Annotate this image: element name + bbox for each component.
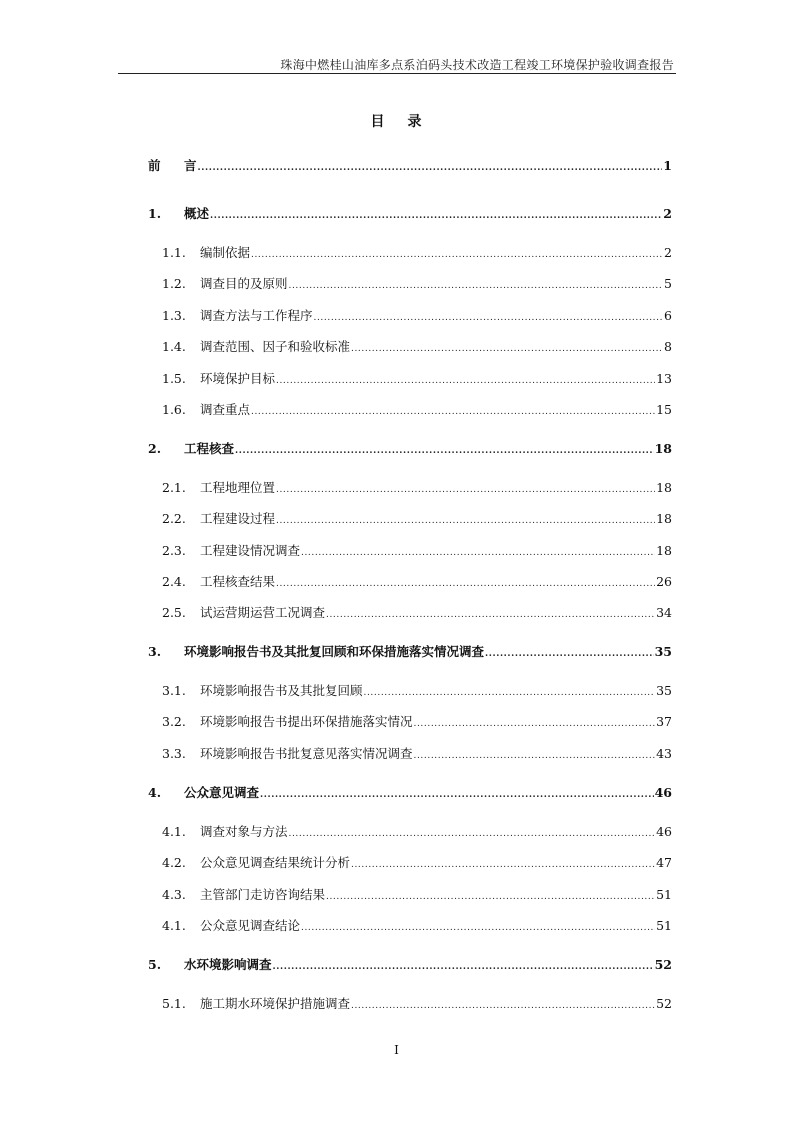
toc-entry-number: 5.: [148, 957, 162, 972]
toc-entry-number: 3.: [148, 644, 162, 659]
toc-entry-title: 调查对象与方法: [200, 824, 288, 839]
toc-entry-title: 言: [184, 158, 197, 173]
toc-leader-dots: [414, 747, 656, 765]
toc-leader-dots: [276, 481, 655, 499]
toc-leader-dots: [210, 207, 662, 225]
toc-entry-page: 1: [663, 158, 672, 173]
toc-entry-title: 施工期水环境保护措施调查: [200, 996, 351, 1011]
page-number: I: [394, 1043, 399, 1057]
toc-entry-title: 工程地理位置: [200, 480, 276, 495]
toc-entry-title: 调查重点: [200, 402, 251, 417]
toc-entry-title: 工程建设情况调查: [200, 543, 301, 558]
toc-entry-page: 5: [664, 276, 672, 291]
toc-entry-section[interactable]: [162, 542, 672, 560]
toc-entry-title: 工程核查: [184, 441, 235, 456]
toc-entry-section[interactable]: [162, 823, 672, 841]
toc-entry-page: 6: [664, 308, 672, 323]
toc-entry-number: 3.2.: [162, 714, 186, 729]
toc-title-left: 目: [370, 114, 386, 130]
toc-entry-title: 环境影响报告书及其批复回顾: [200, 683, 363, 698]
toc-entry-number: 4.: [148, 785, 162, 800]
toc-leader-dots: [289, 277, 664, 295]
toc-entry-title: 调查范围、因子和验收标准: [200, 339, 351, 354]
toc-entry-chapter[interactable]: [148, 643, 672, 661]
toc-entry-number: 3.1.: [162, 683, 186, 698]
toc-leader-dots: [301, 544, 655, 562]
toc-entry-page: 43: [656, 746, 672, 761]
toc-entry-title: 环境影响报告书批复意见落实情况调查: [200, 746, 413, 761]
toc-entry-title: 公众意见调查结论: [200, 918, 301, 933]
toc-entry-number: 3.3.: [162, 746, 186, 761]
toc-entry-section[interactable]: [162, 338, 672, 356]
toc-leader-dots: [351, 997, 655, 1015]
toc-entry-page: 18: [656, 543, 672, 558]
toc-entry-page: 18: [656, 511, 672, 526]
toc-entry-number: 5.1.: [162, 996, 186, 1011]
toc-entry-number: 1.: [148, 206, 162, 221]
toc-entry-number: 1.1.: [162, 245, 186, 260]
toc-entry-section[interactable]: [162, 307, 672, 325]
toc-entry-page: 13: [656, 371, 672, 386]
toc-entry-title: 主管部门走访咨询结果: [200, 887, 326, 902]
toc-entry-page: 35: [654, 644, 672, 659]
toc-entry-number: 前: [148, 158, 161, 173]
toc-entry-page: 46: [656, 824, 672, 839]
toc-entry-title: 编制依据: [200, 245, 251, 260]
toc-entry-number: 2.2.: [162, 511, 186, 526]
toc-entry-page: 51: [656, 918, 672, 933]
toc-entry-page: 34: [656, 605, 672, 620]
toc-entry-number: 2.3.: [162, 543, 186, 558]
toc-entry-page: 37: [656, 714, 672, 729]
toc-entry-title: 公众意见调查结果统计分析: [200, 855, 351, 870]
toc-entry-section[interactable]: [162, 854, 672, 872]
toc-entry-title: 工程核查结果: [200, 574, 276, 589]
toc-entry-section[interactable]: [162, 682, 672, 700]
toc-entry-number: 1.6.: [162, 402, 186, 417]
toc-entry-section[interactable]: [162, 479, 672, 497]
toc-leader-dots: [301, 919, 655, 937]
toc-entry-number: 2.: [148, 441, 162, 456]
toc-leader-dots: [314, 309, 664, 327]
toc-entry-number: 1.4.: [162, 339, 186, 354]
toc-leader-dots: [260, 786, 654, 804]
toc-entry-number: 2.5.: [162, 605, 186, 620]
toc-entry-section[interactable]: [162, 573, 672, 591]
toc-entry-section[interactable]: [162, 370, 672, 388]
toc-entry-chapter[interactable]: [148, 205, 672, 223]
toc-leader-dots: [251, 246, 663, 264]
toc-entry-title: 工程建设过程: [200, 511, 276, 526]
toc-entry-chapter[interactable]: [148, 956, 672, 974]
toc-entry-section[interactable]: [162, 275, 672, 293]
toc-entry-section[interactable]: [162, 401, 672, 419]
toc-entry-section[interactable]: [162, 917, 672, 935]
toc-entry-title: 环境保护目标: [200, 371, 276, 386]
toc-entry-page: 47: [656, 855, 672, 870]
toc-entry-page: 52: [656, 996, 672, 1011]
toc-entry-number: 4.1.: [162, 824, 186, 839]
toc-leader-dots: [276, 575, 655, 593]
toc-entry-number: 4.1.: [162, 918, 186, 933]
toc-entry-title: 环境影响报告书及其批复回顾和环保措施落实情况调查: [184, 644, 485, 659]
toc-leader-dots: [251, 403, 655, 421]
toc-entry-page: 51: [656, 887, 672, 902]
toc-title: [0, 111, 793, 131]
toc-leader-dots: [289, 825, 656, 843]
toc-entry-page: 18: [654, 441, 672, 456]
toc-entry-title: 概述: [184, 206, 210, 221]
toc-entry-number: 2.4.: [162, 574, 186, 589]
toc-entry-title: 试运营期运营工况调查: [200, 605, 326, 620]
toc-entry-number: 4.3.: [162, 887, 186, 902]
toc-entry-title: 调查目的及原则: [200, 276, 288, 291]
toc-leader-dots: [351, 856, 655, 874]
header-rule: [118, 73, 676, 74]
toc-leader-dots: [485, 645, 654, 663]
toc-entry-title: 水环境影响调查: [184, 957, 272, 972]
running-header: 珠海中燃桂山油库多点系泊码头技术改造工程竣工环境保护验收调查报告: [280, 58, 674, 72]
toc-leader-dots: [273, 958, 654, 976]
toc-leader-dots: [276, 512, 655, 530]
toc-entry-number: 1.5.: [162, 371, 186, 386]
toc-leader-dots: [364, 684, 656, 702]
toc-leader-dots: [276, 372, 655, 390]
toc-leader-dots: [235, 442, 654, 460]
toc-leader-dots: [414, 715, 656, 733]
toc-entry-section[interactable]: [162, 886, 672, 904]
toc-entry-page: 15: [656, 402, 672, 417]
toc-entry-section[interactable]: [162, 244, 672, 262]
toc-entry-page: 52: [654, 957, 672, 972]
toc-leader-dots: [198, 159, 663, 177]
toc-entry-number: 4.2.: [162, 855, 186, 870]
toc-entry-page: 18: [656, 480, 672, 495]
toc-leader-dots: [351, 340, 663, 358]
toc-entry-page: 26: [656, 574, 672, 589]
toc-entry-title: 公众意见调查: [184, 785, 260, 800]
toc-entry-title: 环境影响报告书提出环保措施落实情况: [200, 714, 413, 729]
toc-entry-number: 1.3.: [162, 308, 186, 323]
toc-entry-chapter[interactable]: [148, 784, 672, 802]
toc-entry-section[interactable]: [162, 510, 672, 528]
toc-entry-number: 2.1.: [162, 480, 186, 495]
toc-entry-section[interactable]: [162, 713, 672, 731]
toc-leader-dots: [326, 888, 655, 906]
toc-entry-number: 1.2.: [162, 276, 186, 291]
toc-entry-section[interactable]: [162, 745, 672, 763]
toc-entry-title: 调查方法与工作程序: [200, 308, 313, 323]
toc-entry-page: 8: [664, 339, 672, 354]
toc-entry-page: 2: [664, 245, 672, 260]
toc-entry-section[interactable]: [162, 604, 672, 622]
toc-entry-page: 46: [654, 785, 672, 800]
toc-entry-section[interactable]: [162, 995, 672, 1013]
toc-title-right: 录: [407, 114, 423, 130]
toc-entry-page: 2: [663, 206, 672, 221]
toc-entry-chapter[interactable]: [148, 440, 672, 458]
toc-entry-page: 35: [656, 683, 672, 698]
toc-leader-dots: [326, 606, 655, 624]
toc-entry-preface[interactable]: [148, 157, 672, 175]
